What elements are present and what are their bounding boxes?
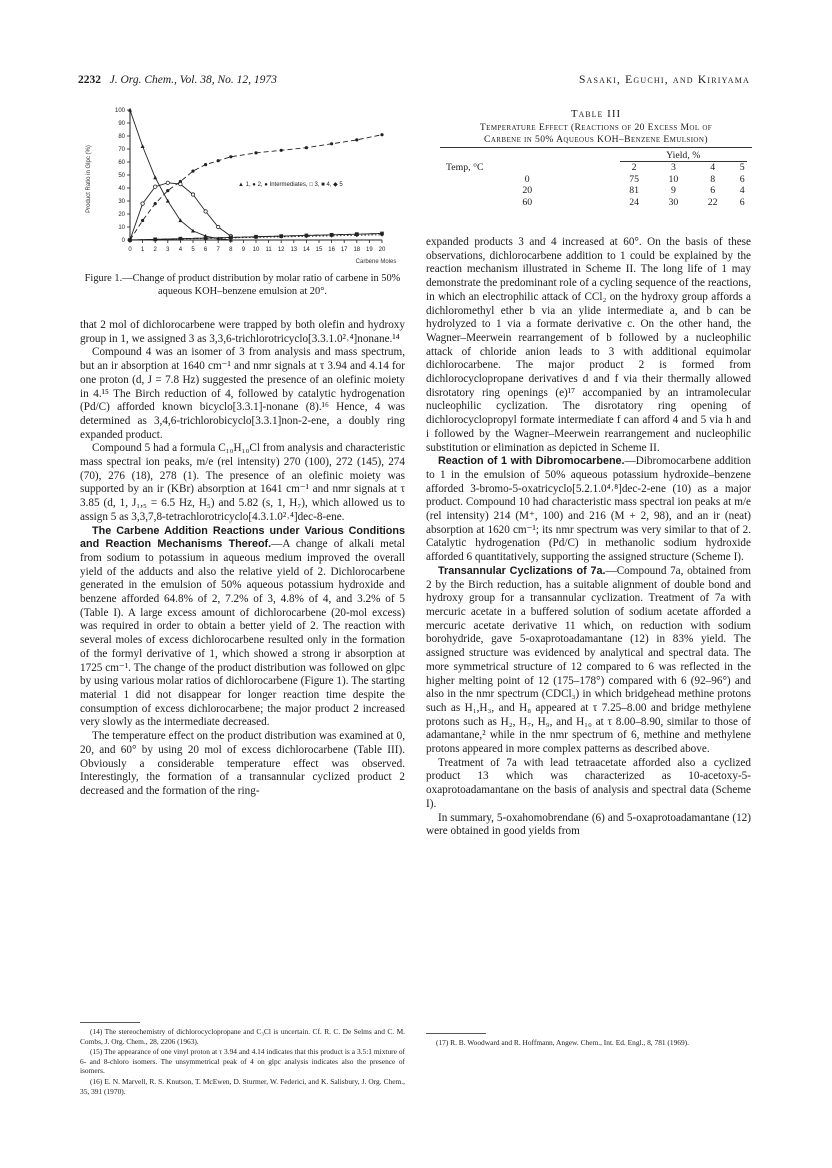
data-point: [229, 155, 232, 158]
paragraph: Treatment of 7a with lead tetraacetate afforded also a cyclized product 13 which was characterized as 10-acetoxy-5-oxaprotoadamantane on the basis of analysis and spectral data (Scheme I).: [426, 756, 751, 810]
data-point: [254, 151, 257, 154]
right-column: [426, 236, 751, 839]
series-line: [130, 183, 231, 240]
col-header: 5: [739, 162, 745, 174]
x-tick-label: 4: [178, 247, 183, 253]
x-tick-label: 2: [153, 247, 157, 253]
header-authors: Sasaki, Eguchi, and Kiriyama: [578, 74, 750, 86]
data-table: [440, 150, 752, 208]
x-tick-label: 8: [229, 247, 233, 253]
temp-header: Temp, °C: [446, 162, 484, 174]
paragraph: expanded products 3 and 4 increased at 60°. On the basis of these observations, dichlorocarbene addition to 1 could be explained by the reaction mechanism illustrated in Scheme II. The long life of 1 may demonstrate the predominant role of a cycling sequence of the reactions, in which an electrophilic attack of CCl₂ on the hydroxy group affords a dichloromethyl ether b via an ylide intermediate a, and b can be hydrolyzed to 1 via a formate derivative c. On the other hand, the Wagner–Meerwein rearrangement of b followed by a nucleophilic attack of chloride anion leads to 3 with additional equimolar dichlorocarbene. The major product 2 is formed from dichlorocyclopropane derivatives d and f via their thermally allowed disrotatory ring openings (e)¹⁷ accompanied by an intramolecular nucleophilic cyclization. The disrotatory ring opening of dichlorocyclopropyl formate intermediate f can afford 4 and 5 via h and i followed by the Wagner–Meerwein rearrangement and nucleophilic substitution or elimination as depicted in Scheme II.: [426, 236, 751, 454]
x-tick-label: 7: [216, 247, 220, 253]
chart-series: [128, 108, 384, 242]
cell-temp: 20: [522, 185, 533, 197]
table-caption-line2: Carbene in 50% Aqueous KOH–Benzene Emulsion): [484, 133, 708, 145]
paragraph: The temperature effect on the product distribution was examined at 0, 20, and 60° by using 20 mol of excess dichlorocarbene (Table III). Obviously a considerable temperature effect was observed. Interestingly, the formation of a transannular cyclized product 2 decreased and the formation of the ring-: [80, 730, 405, 797]
y-tick-label: 30: [118, 199, 125, 205]
footnotes-right: [426, 1038, 751, 1049]
paragraph-text: —Compound 7a, obtained from 2 by the Birch reduction, has a suitable alignment of double bond and hydroxy group for a transannular cyclization. Treatment of 7a with mercuric acetate in a buffered solution of sodium acetate afforded a mercuric acetate derivative 11 which, on reduction with sodium borohydride, gave 5-oxaprotoadamantane (12) in 83% yield. The assigned structure was evidenced by analytical and spectral data. The more symmetrical structure of 12 compared to 6 was reflected in the higher melting point of 12 (175–178°) compared with 6 (92–96°) and also in the nmr spectrum (CDCl₃) in which bridgehead methine protons such as H₁,H₃, and H₈ appeared at τ 7.25–8.00 and bridge methylene protons such as H₂, H₇, H₉, and H₁₀ at τ 8.00–8.90, similar to those of adamantane,² while in the nmr spectrum of 6, methine and methylene protons appeared in more complex patterns as described above.: [426, 564, 751, 756]
cell-value: 9: [670, 185, 676, 197]
x-tick-label: 17: [340, 247, 348, 253]
table-corner: [440, 150, 615, 162]
data-point: [154, 202, 157, 205]
section-title: Reaction of 1 with Dibromocarbene.: [438, 455, 625, 468]
journal-name: J. Org. Chem.,: [109, 74, 177, 86]
cell-value: 8: [710, 173, 716, 185]
data-point: [166, 199, 170, 203]
x-tick-label: 12: [277, 247, 285, 253]
cell-value: 24: [629, 196, 640, 208]
paragraph: that 2 mol of dichlorocarbene were trapped by both olefin and hydroxy group in 1, we assigned 3 as 3,3,6-trichlorotricyclo[3.3.1.0²˒⁴]nonane.¹⁴: [80, 319, 405, 345]
x-tick-label: 9: [241, 247, 246, 253]
data-point: [204, 210, 207, 213]
data-point: [154, 185, 157, 188]
paragraph-text: —Dibromocarbene addition to 1 in the emulsion of 50% aqueous potassium hydroxide–benzene afforded 3-bromo-5-oxatricyclo[5.2.1.0⁴˒⁸]dec-2-ene (10) as a major product. Compound 10 had characteristic mass spectral ion peaks at m/e (rel intensity) 214 (M⁺, 100) and 216 (M + 2, 98), and an ir (neat) absorption at 1620 cm⁻¹; its nmr spectrum was very similar to that of 2. Catalytic hydrogenation (Pd/C) in methanolic sodium hydroxide afforded 6 quantitatively, supporting the assigned structure (Scheme I).: [426, 455, 751, 564]
cell-value: 30: [668, 196, 679, 208]
x-tick-label: 5: [191, 247, 195, 253]
col-header: 2: [631, 162, 637, 174]
table-iii: [440, 108, 752, 208]
journal-year: 1973: [253, 74, 277, 86]
x-tick-label: 13: [290, 247, 298, 253]
paragraph-text: —A change of alkali metal from sodium to potassium in aqueous medium improved the overall yield of the adducts and also the relative yield of 2. Dichlorocarbene generated in the emulsion of 50% aqueous potassium hydroxide and benzene afforded 64.8% of 2, 7.2% of 3, 4.8% of 4, and 3.2% of 5 (Table I). A large excess amount of dichlorocarbene (20-mol excess) was required in order to obtain a better yield of 2. The reaction with several moles of excess dichlorocarbene resulted only in the formation of the formyl derivative of 1, which showed a strong ir absorption at 1725 cm⁻¹. The change of the product distribution was followed on glpc by using various molar ratios of dichlorocarbene (Figure 1). The starting material 1 did not disappear for longer reaction time despite the consumption of excess dichlorocarbene; the major product 2 increased very slowly as the intermediate decreased.: [80, 538, 405, 729]
page-number: 2232: [78, 74, 101, 86]
left-column: [80, 319, 405, 799]
data-point: [191, 193, 194, 196]
y-tick-label: 70: [118, 147, 125, 153]
y-tick-label: 80: [118, 134, 125, 140]
chart-ticks: [115, 108, 386, 253]
table-row: [440, 185, 752, 197]
y-tick-label: 50: [118, 173, 125, 179]
series-3: [128, 181, 232, 242]
figure-caption: Figure 1.—Change of product distribution by molar ratio of carbene in 50% aqueous KOH–benzene emulsion at 20°.: [84, 273, 401, 297]
table-title: Table III: [570, 108, 622, 120]
footnotes-left: [80, 1027, 405, 1097]
data-point: [141, 144, 145, 148]
y-tick-label: 0: [121, 238, 125, 244]
table-caption-line1: Temperature Effect (Reactions of 20 Excess Mol of: [479, 122, 713, 133]
running-header: [78, 74, 750, 90]
col-header: 3: [670, 162, 676, 174]
cell-value: 75: [629, 173, 640, 185]
data-point: [166, 181, 169, 184]
cell-value: 6: [710, 185, 716, 197]
y-axis-label: Product Ratio in Glpc (%): [86, 145, 92, 213]
paragraph: Compound 5 had a formula C₁₀H₁₀Cl from analysis and characteristic mass spectral ion peaks, m/e (rel intensity) 270 (100), 272 (145), 274 (70), 276 (18), 278 (1). The presence of an olefinic moiety was supported by an ir (KBr) absorption at 1641 cm⁻¹ and nmr signals at τ 3.85 (d, 1, J₁,₅ = 6.5 Hz, H₅) and 5.82 (s, 1, H₇), which allowed us to assign 5 as 3,3,7,8-tetrachlorotricyclo[4.3.1.0²˒⁴]dec-8-ene.: [80, 442, 405, 523]
x-tick-label: 0: [128, 247, 132, 253]
x-tick-label: 15: [315, 247, 323, 253]
cell-temp: 0: [524, 173, 530, 185]
y-tick-label: 100: [114, 108, 125, 114]
footnote-rule: [80, 1022, 140, 1023]
header-citation: [78, 74, 277, 86]
data-point: [204, 163, 207, 166]
y-tick-label: 10: [118, 225, 125, 231]
table-top-rule: [440, 147, 752, 148]
cell-value: 4: [739, 185, 745, 197]
data-point: [330, 142, 333, 145]
data-point: [380, 133, 383, 136]
yield-header: [615, 150, 753, 162]
chart-legend: ▲ 1, ● 2, ● Intermediates, □ 3, ■ 4, ◆ 5: [238, 182, 343, 188]
data-point: [355, 138, 358, 141]
section-paragraph: [426, 455, 751, 565]
data-point: [141, 202, 144, 205]
data-point: [217, 159, 220, 162]
x-tick-label: 1: [140, 247, 145, 253]
y-tick-label: 90: [118, 121, 125, 127]
x-tick-label: 6: [203, 247, 208, 253]
x-tick-label: 19: [366, 247, 373, 253]
x-tick-label: 20: [378, 247, 386, 253]
footnote: (16) E. N. Marvell, R. S. Knutson, T. McEwen, D. Sturmer, W. Federici, and K. Salisbury, J. Org. Chem., 35, 391 (1970).: [80, 1076, 405, 1096]
x-tick-label: 18: [353, 247, 361, 253]
data-point: [166, 189, 169, 192]
cell-value: 10: [668, 173, 679, 185]
x-axis-label: Carbene Moles: [355, 259, 397, 265]
section-paragraph: [80, 525, 405, 731]
data-point: [280, 149, 283, 152]
data-point: [153, 175, 157, 179]
figure-1-chart: [80, 104, 405, 272]
data-point: [305, 146, 308, 149]
y-tick-label: 40: [118, 186, 125, 192]
data-point: [141, 219, 144, 222]
cell-temp: 60: [522, 196, 533, 208]
data-point: [179, 182, 182, 185]
journal-volume: Vol. 38,: [179, 74, 215, 86]
footnote-rule: [426, 1033, 486, 1034]
footnote: (17) R. B. Woodward and R. Hoffmann, Angew. Chem., Int. Ed. Engl., 8, 781 (1969).: [436, 1038, 689, 1047]
section-title: The Carbene Addition Reactions under Various Conditions and Reaction Mechanisms Thereof.: [80, 524, 405, 551]
cell-value: 22: [707, 196, 718, 208]
data-point: [191, 170, 194, 173]
x-tick-label: 14: [303, 247, 310, 253]
paragraph: Compound 4 was an isomer of 3 from analysis and mass spectrum, but an ir absorption at 1640 cm⁻¹ and nmr signals at τ 3.94 and 4.14 for one proton (d, J = 7.8 Hz) suggested the presence of an olefinic moiety in 4.¹⁵ The Birch reduction of 4, followed by catalytic hydrogenation (Pd/C) afforded known bicyclo[3.3.1]-nonane (8).¹⁶ Hence, 4 was determined as 3,4,6-trichlorobicyclo[3.3.1]non-2-ene, a doubly ring expanded product.: [80, 346, 405, 441]
x-tick-label: 11: [265, 247, 272, 253]
paragraph: In summary, 5-oxahomobrendane (6) and 5-oxaprotoadamantane (12) were obtained in good yields from: [426, 811, 751, 838]
section-title: Transannular Cyclizations of 7a.: [438, 564, 606, 577]
x-tick-label: 10: [252, 247, 260, 253]
chart-axes: [130, 110, 382, 240]
col-header: 4: [710, 162, 716, 174]
y-tick-label: 60: [118, 160, 125, 166]
cell-value: 81: [629, 185, 640, 197]
footnote: (14) The stereochemistry of dichlorocyclopropane and C₃Cl is uncertain. Cf. R. C. De Selms and C. M. Combs, J. Org. Chem., 28, 2206 (1963).: [80, 1027, 405, 1046]
x-tick-label: 16: [328, 247, 335, 253]
y-tick-label: 20: [118, 212, 125, 218]
section-paragraph: [426, 565, 751, 757]
journal-issue: No. 12,: [217, 74, 252, 86]
footnote: (15) The appearance of one vinyl proton at τ 3.94 and 4.14 indicates that this product is a 3.5:1 mixture of 6- and 8-chloro isomers. The unsymmetrical peak of 4 on glpc analysis indicates also the presence of isomers.: [80, 1047, 405, 1076]
yield-header-text: Yield, %: [666, 150, 701, 161]
x-tick-label: 3: [166, 247, 170, 253]
cell-value: 6: [739, 173, 745, 185]
cell-value: 6: [739, 196, 745, 208]
table-row: [440, 174, 752, 186]
table-row: [440, 197, 752, 209]
data-point: [217, 225, 220, 228]
